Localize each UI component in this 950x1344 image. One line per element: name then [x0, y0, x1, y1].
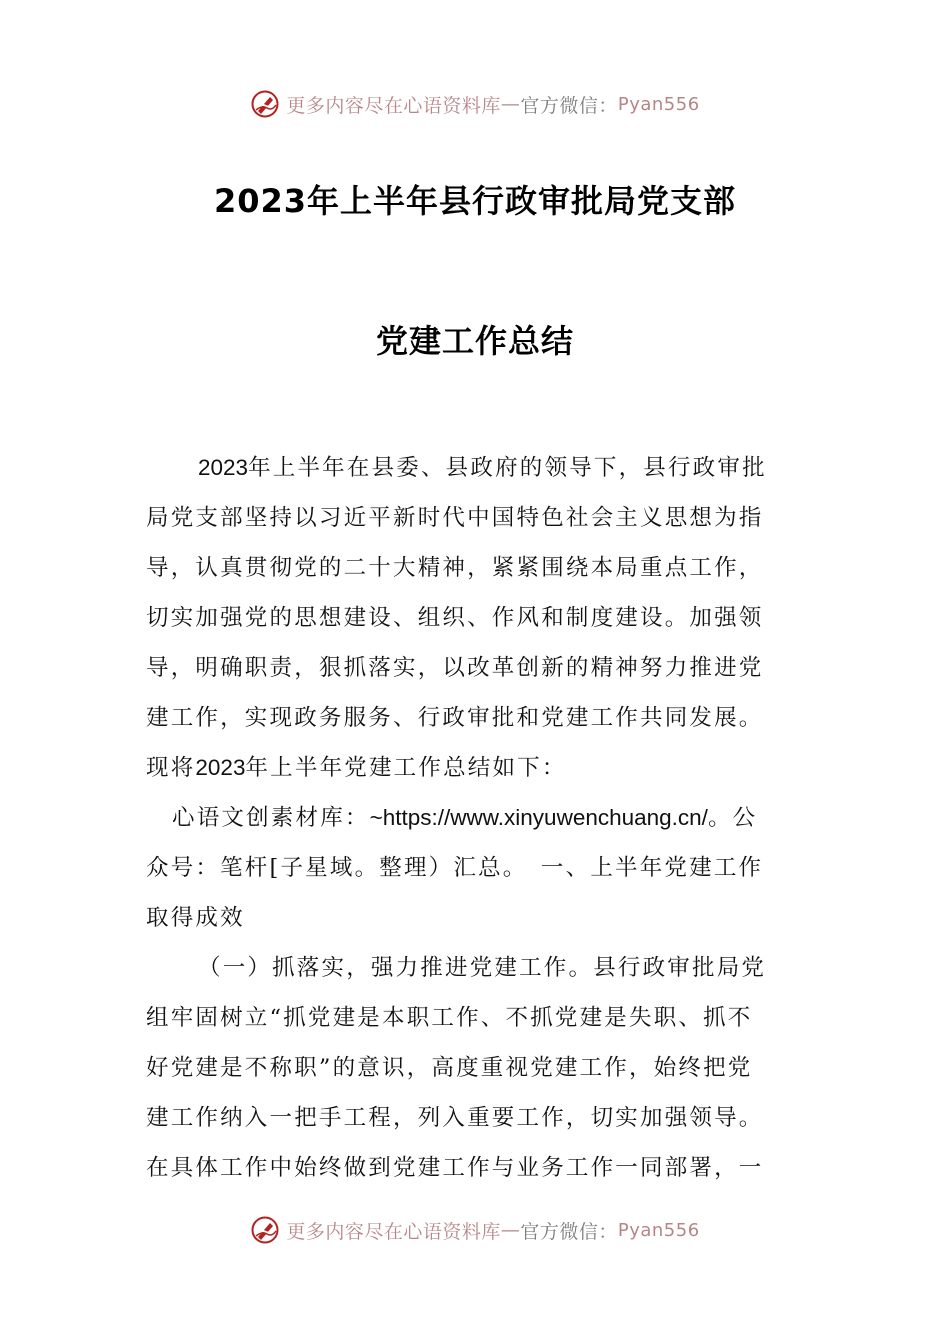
- text-line: [146, 793, 806, 843]
- document-title-line2: 党建工作总结: [375, 322, 574, 360]
- watermark-wechat-id: Pyan556: [617, 93, 700, 115]
- text-line: 建工作纳入一把手工程，列入重要工作，切实加强领导。: [146, 1105, 764, 1131]
- paragraph-intro: [146, 443, 806, 793]
- text-segment: 年上半年在县委、县政府的领导下，县行政审批: [248, 455, 767, 481]
- document-body: [146, 443, 806, 1193]
- watermark-dash: —: [500, 1219, 521, 1241]
- text-line: 众号：笔杆[子星域。整理）汇总。 一、上半年党建工作: [146, 855, 764, 881]
- paragraph-source-note: [146, 793, 806, 943]
- watermark-wechat-id: Pyan556: [617, 1219, 700, 1241]
- text-line: [146, 443, 806, 493]
- pen-logo-icon: [250, 89, 280, 119]
- document-title-line1: 2023年上半年县行政审批局党支部: [213, 182, 737, 220]
- text-line: 建工作，实现政务服务、行政审批和党建工作共同发展。: [146, 705, 764, 731]
- text-segment: 心语文创素材库：: [172, 805, 370, 831]
- text-line: 组牢固树立“抓党建是本职工作、不抓党建是失职、抓不: [146, 1005, 753, 1031]
- footer-watermark: [0, 1210, 950, 1250]
- watermark-library-text: 更多内容尽在心语资料库: [286, 94, 501, 117]
- paragraph-section-one: [146, 943, 806, 1193]
- watermark-library-text: 更多内容尽在心语资料库: [286, 1220, 501, 1243]
- text-line: 切实加强党的思想建设、组织、作风和制度建设。加强领: [146, 605, 764, 631]
- header-watermark: [0, 84, 950, 124]
- year-number: 2023: [195, 755, 246, 780]
- text-line: 好党建是不称职”的意识，高度重视党建工作，始终把党: [146, 1055, 753, 1081]
- pen-logo-icon: [250, 1215, 280, 1245]
- text-segment: 现将: [146, 755, 196, 781]
- watermark-wechat-label: 官方微信：: [520, 1220, 618, 1243]
- watermark-dash: —: [500, 93, 521, 115]
- text-line: （一）抓落实，强力推进党建工作。县行政审批局党: [198, 955, 767, 981]
- text-line: 局党支部坚持以习近平新时代中国特色社会主义思想为指: [146, 505, 764, 531]
- text-line: 取得成效: [146, 905, 245, 931]
- source-url-link[interactable]: ~https://www.xinyuwenchuang.cn/: [369, 805, 708, 830]
- text-line: 导，认真贯彻党的二十大精神，紧紧围绕本局重点工作，: [146, 555, 764, 581]
- year-number: 2023: [198, 455, 249, 480]
- text-segment: 。公: [707, 805, 758, 831]
- watermark-wechat-label: 官方微信：: [520, 94, 618, 117]
- text-line: 导，明确职责，狠抓落实，以改革创新的精神努力推进党: [146, 655, 764, 681]
- text-segment: 年上半年党建工作总结如下：: [245, 755, 567, 781]
- text-line: 在具体工作中始终做到党建工作与业务工作一同部署，一: [146, 1155, 764, 1181]
- text-line: [146, 743, 806, 793]
